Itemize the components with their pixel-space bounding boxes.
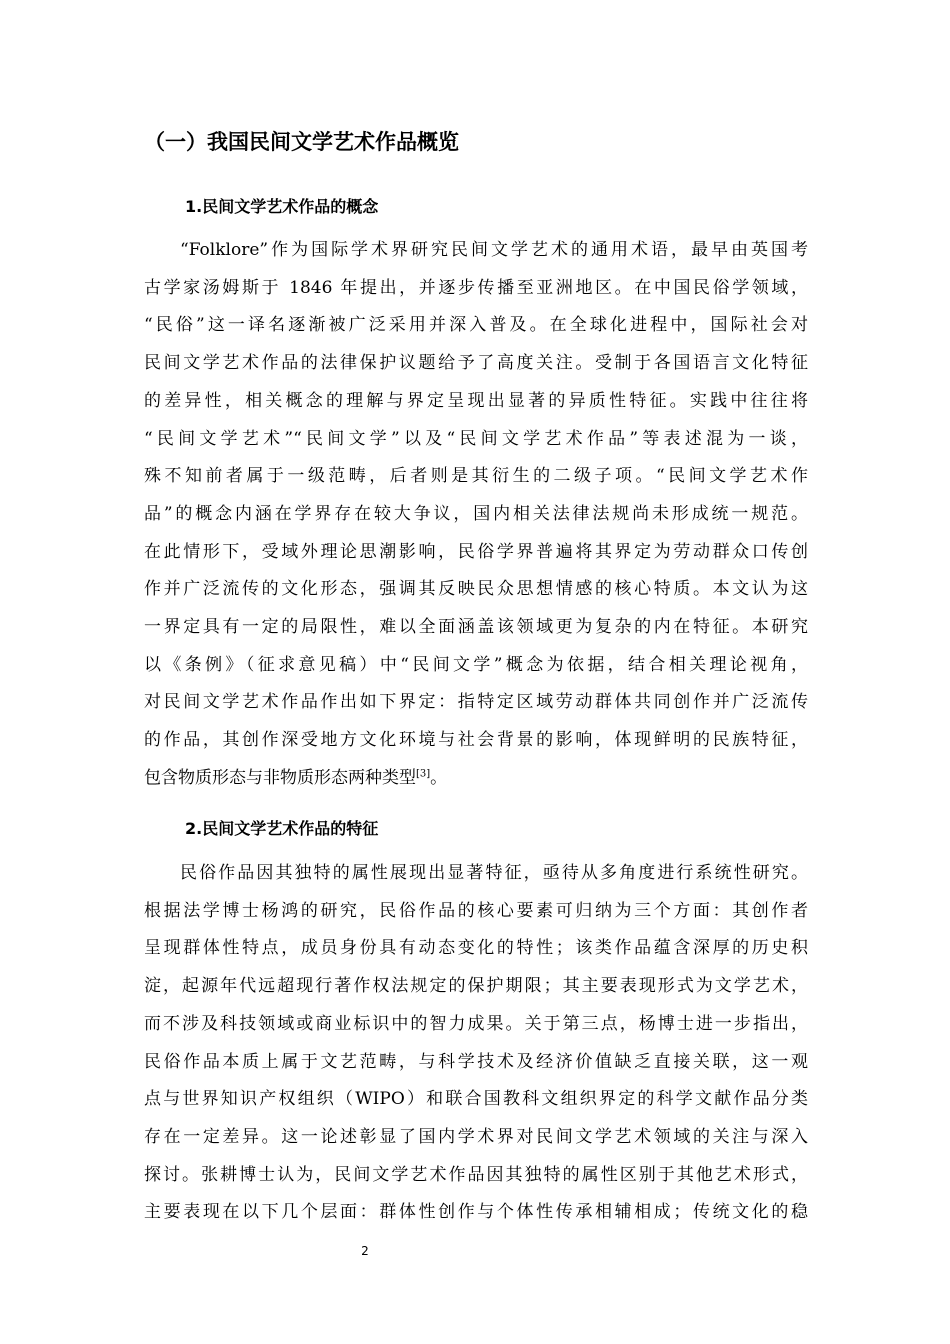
- paragraph-concept: [144, 232, 808, 798]
- paragraph-line-text: 包含物质形态与非物质形态两种类型: [144, 767, 416, 788]
- paragraph-line: 作并广泛流传的文化形态，强调其反映民众思想情感的核心特质。本文认为这: [144, 579, 808, 600]
- paragraph-line: 呈现群体性特点，成员身份具有动态变化的特性；该类作品蕴含深厚的历史积: [144, 938, 808, 959]
- paragraph-line: 以《条例》（征求意见稿）中“民间文学”概念为依据，结合相关理论视角，: [144, 654, 808, 675]
- paragraph-line: 民俗作品本质上属于文艺范畴，与科学技术及经济价值缺乏直接关联，这一观: [144, 1051, 808, 1072]
- paragraph-line: 主要表现在以下几个层面：群体性创作与个体性传承相辅相成；传统文化的稳: [144, 1202, 808, 1223]
- paragraph-line: 淀，起源年代远超现行著作权法规定的保护期限；其主要表现形式为文学艺术，: [144, 976, 808, 997]
- paragraph-features: [144, 855, 808, 1232]
- paragraph-line: 点与世界知识产权组织（WIPO）和联合国教科文组织界定的科学文献作品分类: [144, 1089, 808, 1110]
- paragraph-line: 品”的概念内涵在学界存在较大争议，国内相关法律法规尚未形成统一规范。: [144, 503, 808, 524]
- section-heading: （一）我国民间文学艺术作品概览: [144, 130, 459, 154]
- paragraph-line: “Folklore”作为国际学术界研究民间文学艺术的通用术语，最早由英国考: [180, 240, 808, 260]
- paragraph-last-line: [144, 760, 808, 798]
- paragraph-closing-punctuation: 。: [430, 767, 448, 788]
- paragraph-line: 殊不知前者属于一级范畴，后者则是其衍生的二级子项。“民间文学艺术作: [144, 466, 808, 487]
- paragraph-line: 的作品，其创作深受地方文化环境与社会背景的影响，体现鲜明的民族特征，: [144, 730, 808, 751]
- paragraph-line: 的差异性，相关概念的理解与界定呈现出显著的异质性特征。实践中往往将: [144, 390, 808, 411]
- paragraph-line: “民俗”这一译名逐渐被广泛采用并深入普及。在全球化进程中，国际社会对: [144, 315, 808, 336]
- subsection-heading-features: 2.民间文学艺术作品的特征: [185, 819, 379, 838]
- paragraph-line: 探讨。张耕博士认为，民间文学艺术作品因其独特的属性区别于其他艺术形式，: [144, 1164, 808, 1185]
- paragraph-line: 根据法学博士杨鸿的研究，民俗作品的核心要素可归纳为三个方面：其创作者: [144, 900, 808, 921]
- subsection-heading-concept: 1.民间文学艺术作品的概念: [185, 197, 379, 216]
- paragraph-line: 存在一定差异。这一论述彰显了国内学术界对民间文学艺术领域的关注与深入: [144, 1126, 808, 1147]
- paragraph-line: 而不涉及科技领域或商业标识中的智力成果。关于第三点，杨博士进一步指出，: [144, 1013, 808, 1034]
- paragraph-line: 民俗作品因其独特的属性展现出显著特征，亟待从多角度进行系统性研究。: [180, 863, 808, 883]
- paragraph-line: 民间文学艺术作品的法律保护议题给予了高度关注。受制于各国语言文化特征: [144, 353, 808, 374]
- paragraph-line: 古学家汤姆斯于 1846 年提出，并逐步传播至亚洲地区。在中国民俗学领域，: [144, 277, 808, 298]
- paragraph-line: 一界定具有一定的局限性，难以全面涵盖该领域更为复杂的内在特征。本研究: [144, 617, 808, 638]
- paragraph-line: 在此情形下，受域外理论思潮影响，民俗学界普遍将其界定为劳动群众口传创: [144, 541, 808, 562]
- citation-reference[interactable]: [3]: [416, 768, 431, 780]
- page-number: 2: [361, 1244, 369, 1258]
- paragraph-line: “民间文学艺术”“民间文学”以及“民间文学艺术作品”等表述混为一谈，: [144, 428, 808, 449]
- paragraph-line: 对民间文学艺术作品作出如下界定：指特定区域劳动群体共同创作并广泛流传: [144, 692, 808, 713]
